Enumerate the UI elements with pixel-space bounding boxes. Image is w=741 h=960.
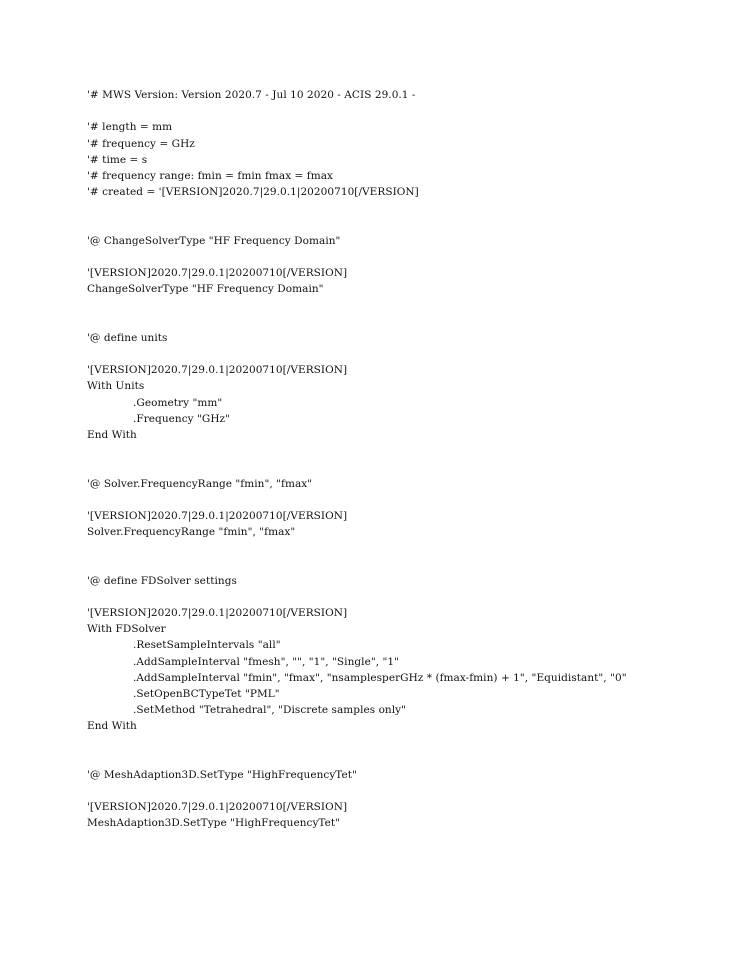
document-line: .ResetSampleIntervals "all" (133, 639, 281, 652)
document-line: '# MWS Version: Version 2020.7 - Jul 10 2020 - ACIS 29.0.1 - (87, 89, 416, 101)
document-line: '[VERSION]2020.7|29.0.1|20200710[/VERSION] (87, 607, 348, 619)
document-line: .SetMethod "Tetrahedral", "Discrete samples only" (133, 704, 407, 717)
blank-line (87, 735, 727, 751)
document-body (87, 87, 727, 832)
blank-line (87, 556, 727, 572)
blank-line (87, 346, 727, 362)
blank-line (87, 200, 727, 216)
document-line: '[VERSION]2020.7|29.0.1|20200710[/VERSION] (87, 267, 348, 280)
blank-line (87, 217, 727, 233)
document-line: End With (87, 720, 137, 733)
blank-line (87, 103, 727, 119)
document-line: '# frequency = GHz (87, 137, 195, 150)
document-line: .SetOpenBCTypeTet "PML" (133, 687, 280, 700)
blank-line (87, 459, 727, 475)
document-line: '@ define units (87, 331, 168, 344)
document-line: ChangeSolverType "HF Frequency Domain" (87, 283, 324, 296)
document-line: '@ MeshAdaption3D.SetType "HighFrequencyTet" (87, 768, 357, 781)
blank-line (87, 783, 727, 799)
blank-line (87, 249, 727, 265)
document-line: '@ define FDSolver settings (87, 574, 237, 587)
document-line: '[VERSION]2020.7|29.0.1|20200710[/VERSION] (87, 801, 348, 814)
document-line: End With (87, 428, 137, 441)
document-line: '[VERSION]2020.7|29.0.1|20200710[/VERSION] (87, 509, 348, 522)
blank-line (87, 443, 727, 459)
document-line: '# created = '[VERSION]2020.7|29.0.1|20200710[/VERSION] (87, 186, 419, 199)
document-line: With FDSolver (87, 623, 166, 636)
document-line: .AddSampleInterval "fmesh", "", "1", "Single", "1" (133, 655, 399, 668)
blank-line (87, 540, 727, 556)
document-line: Solver.FrequencyRange "fmin", "fmax" (87, 526, 296, 539)
document-line: MeshAdaption3D.SetType "HighFrequencyTet" (87, 817, 341, 830)
document-line: '# frequency range: fmin = fmin fmax = fmax (87, 169, 334, 182)
document-line: .Frequency "GHz" (133, 412, 231, 425)
document-line: '@ Solver.FrequencyRange "fmin", "fmax" (87, 477, 313, 490)
blank-line (87, 314, 727, 330)
document-line: '@ ChangeSolverType "HF Frequency Domain" (87, 234, 341, 247)
document-line: '# time = s (87, 153, 148, 166)
document-line: '[VERSION]2020.7|29.0.1|20200710[/VERSION] (87, 364, 348, 377)
blank-line (87, 297, 727, 313)
document-line: .Geometry "mm" (133, 396, 223, 409)
blank-line (87, 589, 727, 605)
document-line: '# length = mm (87, 121, 173, 134)
blank-line (87, 751, 727, 767)
blank-line (87, 492, 727, 508)
document-line: .AddSampleInterval "fmin", "fmax", "nsamplesperGHz * (fmax-fmin) + 1", "Equidistant", "0" (133, 671, 627, 684)
document-line: With Units (87, 380, 145, 393)
